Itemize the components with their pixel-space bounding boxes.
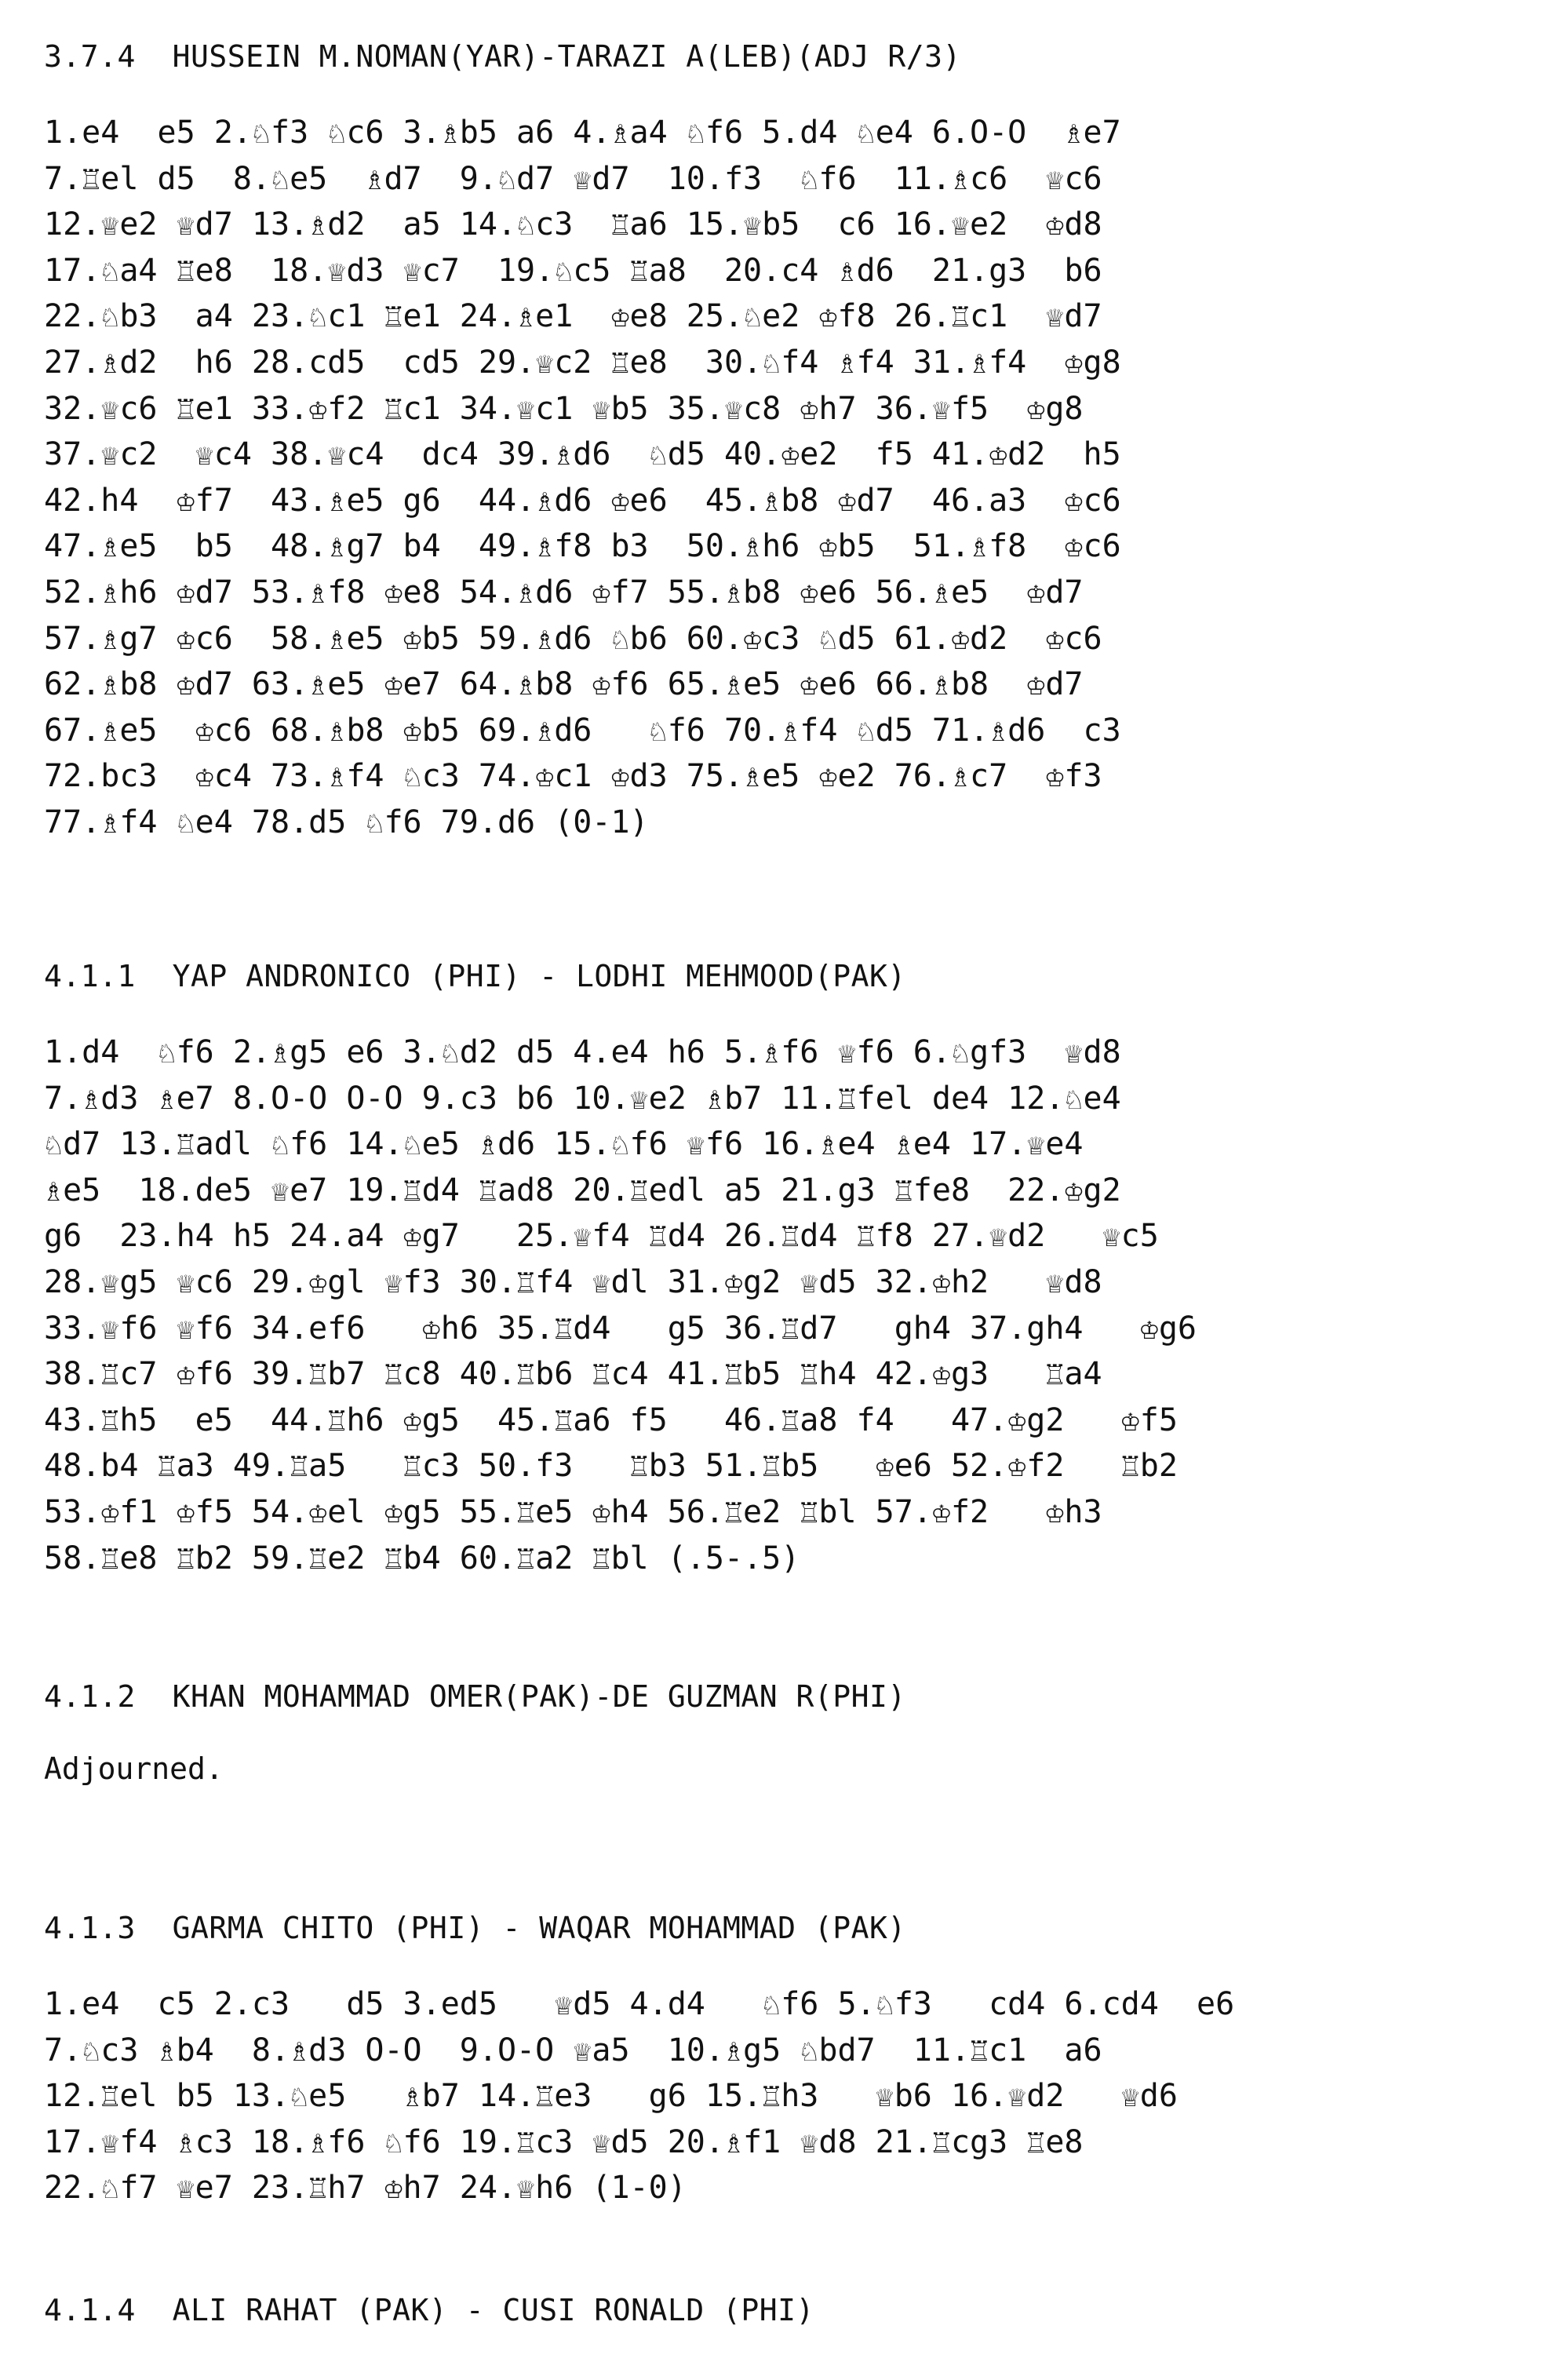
move-line: 32.♕c6 ♖e1 33.♔f2 ♖c1 34.♕c1 ♕b5 35.♕c8 ♔h7 36.♕f5 ♔g8 bbox=[44, 390, 1084, 427]
move-line: 37.♕c2 ♕c4 38.♕c4 dc4 39.♗d6 ♘d5 40.♔e2 f5 41.♔d2 h5 bbox=[44, 436, 1121, 473]
move-line: 7.♖el d5 8.♘e5 ♗d7 9.♘d7 ♕d7 10.f3 ♘f6 11.♗c6 ♕c6 bbox=[44, 160, 1102, 197]
game-heading: 4.1.1 YAP ANDRONICO (PHI) - LODHI MEHMOOD(PAK) bbox=[44, 959, 906, 993]
move-line: 1.d4 ♘f6 2.♗g5 e6 3.♘d2 d5 4.e4 h6 5.♗f6 ♕f6 6.♘gf3 ♕d8 bbox=[44, 1034, 1121, 1070]
move-line: 48.b4 ♖a3 49.♖a5 ♖c3 50.f3 ♖b3 51.♖b5 ♔e6 52.♔f2 ♖b2 bbox=[44, 1448, 1178, 1485]
move-line: 28.♕g5 ♕c6 29.♔gl ♕f3 30.♖f4 ♕dl 31.♔g2 ♕d5 32.♔h2 ♕d8 bbox=[44, 1263, 1102, 1300]
game-section-4-1-2 bbox=[44, 1678, 1495, 1788]
move-line: g6 23.h4 h5 24.a4 ♔g7 25.♕f4 ♖d4 26.♖d4 ♖f8 27.♕d2 ♕c5 bbox=[44, 1218, 1159, 1255]
move-list bbox=[44, 110, 1495, 846]
move-line: 22.♘b3 a4 23.♘c1 ♖e1 24.♗e1 ♔e8 25.♘e2 ♔f8 26.♖c1 ♕d7 bbox=[44, 298, 1102, 335]
game-heading: 4.1.4 ALI RAHAT (PAK) - CUSI RONALD (PHI) bbox=[44, 2293, 814, 2327]
game-section-4-1-4 bbox=[44, 2291, 1495, 2329]
game-section-3-7-4 bbox=[44, 38, 1495, 846]
game-heading: 4.1.3 GARMA CHITO (PHI) - WAQAR MOHAMMAD (PAK) bbox=[44, 1911, 906, 1945]
move-line: 17.♕f4 ♗c3 18.♗f6 ♘f6 19.♖c3 ♕d5 20.♗f1 ♕d8 21.♖cg3 ♖e8 bbox=[44, 2123, 1084, 2160]
move-line: 42.h4 ♔f7 43.♗e5 g6 44.♗d6 ♔e6 45.♗b8 ♔d7 46.a3 ♔c6 bbox=[44, 482, 1121, 519]
move-line: 72.bc3 ♔c4 73.♗f4 ♘c3 74.♔c1 ♔d3 75.♗e5 ♔e2 76.♗c7 ♔f3 bbox=[44, 758, 1102, 795]
move-list bbox=[44, 1981, 1495, 2211]
move-line: 38.♖c7 ♔f6 39.♖b7 ♖c8 40.♖b6 ♖c4 41.♖b5 ♖h4 42.♔g3 ♖a4 bbox=[44, 1356, 1102, 1393]
move-line: 1.e4 c5 2.c3 d5 3.ed5 ♕d5 4.d4 ♘f6 5.♘f3 cd4 6.cd4 e6 bbox=[44, 1986, 1235, 2022]
move-line: 33.♕f6 ♕f6 34.ef6 ♔h6 35.♖d4 g5 36.♖d7 gh4 37.gh4 ♔g6 bbox=[44, 1310, 1197, 1347]
adjourned-note: Adjourned. bbox=[44, 1751, 224, 1786]
move-line: 53.♔f1 ♔f5 54.♔el ♔g5 55.♖e5 ♔h4 56.♖e2 ♖bl 57.♔f2 ♔h3 bbox=[44, 1493, 1102, 1530]
move-line: 58.♖e8 ♖b2 59.♖e2 ♖b4 60.♖a2 ♖bl (.5-.5) bbox=[44, 1540, 800, 1576]
move-line: 57.♗g7 ♔c6 58.♗e5 ♔b5 59.♗d6 ♘b6 60.♔c3 ♘d5 61.♔d2 ♔c6 bbox=[44, 620, 1102, 657]
move-list bbox=[44, 1030, 1495, 1581]
move-line: 7.♗d3 ♗e7 8.O-O O-O 9.c3 b6 10.♕e2 ♗b7 11.♖fel de4 12.♘e4 bbox=[44, 1080, 1121, 1117]
move-line: ♘d7 13.♖adl ♘f6 14.♘e5 ♗d6 15.♘f6 ♕f6 16.♗e4 ♗e4 17.♕e4 bbox=[44, 1126, 1084, 1163]
move-line: 27.♗d2 h6 28.cd5 cd5 29.♕c2 ♖e8 30.♘f4 ♗f4 31.♗f4 ♔g8 bbox=[44, 344, 1121, 381]
move-line: 12.♖el b5 13.♘e5 ♗b7 14.♖e3 g6 15.♖h3 ♕b6 16.♕d2 ♕d6 bbox=[44, 2078, 1178, 2115]
game-section-4-1-1 bbox=[44, 957, 1495, 1581]
move-line: 67.♗e5 ♔c6 68.♗b8 ♔b5 69.♗d6 ♘f6 70.♗f4 ♘d5 71.♗d6 c3 bbox=[44, 712, 1121, 749]
move-line: 1.e4 e5 2.♘f3 ♘c6 3.♗b5 a6 4.♗a4 ♘f6 5.d4 ♘e4 6.O-O ♗e7 bbox=[44, 115, 1121, 151]
move-line: 62.♗b8 ♔d7 63.♗e5 ♔e7 64.♗b8 ♔f6 65.♗e5 ♔e6 66.♗b8 ♔d7 bbox=[44, 666, 1084, 703]
move-line: ♗e5 18.de5 ♕e7 19.♖d4 ♖ad8 20.♖edl a5 21.g3 ♖fe8 22.♔g2 bbox=[44, 1172, 1121, 1208]
move-line: 22.♘f7 ♕e7 23.♖h7 ♔h7 24.♕h6 (1-0) bbox=[44, 2170, 687, 2207]
move-line: 47.♗e5 b5 48.♗g7 b4 49.♗f8 b3 50.♗h6 ♔b5 51.♗f8 ♔c6 bbox=[44, 528, 1121, 565]
game-heading: 4.1.2 KHAN MOHAMMAD OMER(PAK)-DE GUZMAN R(PHI) bbox=[44, 1679, 906, 1714]
move-line: 52.♗h6 ♔d7 53.♗f8 ♔e8 54.♗d6 ♔f7 55.♗b8 ♔e6 56.♗e5 ♔d7 bbox=[44, 574, 1084, 610]
move-line: 43.♖h5 e5 44.♖h6 ♔g5 45.♖a6 f5 46.♖a8 f4 47.♔g2 ♔f5 bbox=[44, 1401, 1178, 1438]
move-line: 77.♗f4 ♘e4 78.d5 ♘f6 79.d6 (0-1) bbox=[44, 804, 649, 840]
game-section-4-1-3 bbox=[44, 1909, 1495, 2211]
game-heading: 3.7.4 HUSSEIN M.NOMAN(YAR)-TARAZI A(LEB)(ADJ R/3) bbox=[44, 39, 961, 74]
move-line: 17.♘a4 ♖e8 18.♕d3 ♕c7 19.♘c5 ♖a8 20.c4 ♗d6 21.g3 b6 bbox=[44, 252, 1102, 289]
move-line: 12.♕e2 ♕d7 13.♗d2 a5 14.♘c3 ♖a6 15.♕b5 c6 16.♕e2 ♔d8 bbox=[44, 206, 1102, 243]
move-line: 7.♘c3 ♗b4 8.♗d3 O-O 9.O-O ♕a5 10.♗g5 ♘bd7 11.♖c1 a6 bbox=[44, 2032, 1102, 2068]
